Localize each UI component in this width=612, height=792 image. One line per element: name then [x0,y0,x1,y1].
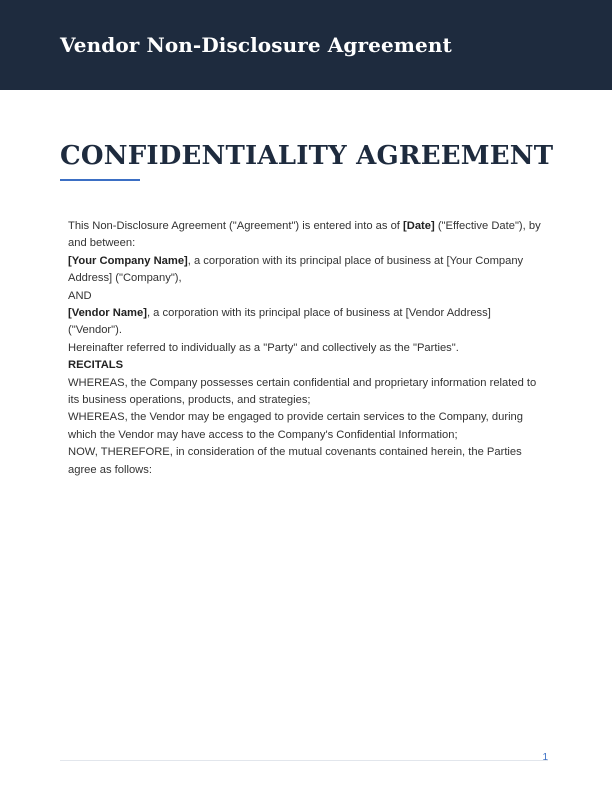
intro-text-end: ("Effective Date"), by and between: [68,220,541,250]
document-title: CONFIDENTIALITY AGREEMENT [60,141,554,171]
recitals-heading-text: RECITALS [68,359,124,372]
intro-paragraph [68,218,544,253]
parties-definition: Hereinafter referred to individually as a "Party" and collectively as the "Parties". [68,341,459,354]
vendor-party-paragraph [68,305,544,340]
document-body [68,218,544,479]
page-number: 1 [542,752,548,763]
company-name-placeholder: [Your Company Name] [68,254,188,267]
and-text: AND [68,289,92,302]
recitals-heading [68,357,544,374]
recital-item: NOW, THEREFORE, in consideration of the mutual covenants contained herein, the Parties agree as follows: [68,446,522,476]
date-placeholder: [Date] [403,220,435,232]
vendor-name-placeholder: [Vendor Name] [68,307,147,320]
header-bar [0,0,612,90]
recital-item: WHEREAS, the Company possesses certain confidential and proprietary information related to its business operations, products, and strategies; [68,376,537,407]
company-party-description: , a corporation with its principal place of business at [Your Company Address] ("Company"), [68,254,524,285]
header-title: Vendor Non-Disclosure Agreement [60,33,452,57]
vendor-party-description: , a corporation with its principal place of business at [Vendor Address] ("Vendor"). [68,307,491,337]
title-underline [60,179,140,181]
recital-item: WHEREAS, the Vendor may be engaged to provide certain services to the Company, during which the Vendor may have access to the Company's Confidential Information; [68,411,523,441]
intro-text: This Non-Disclosure Agreement ("Agreement") is entered into as of [68,220,404,232]
company-party-paragraph [68,253,544,288]
footer-rule [60,760,548,761]
